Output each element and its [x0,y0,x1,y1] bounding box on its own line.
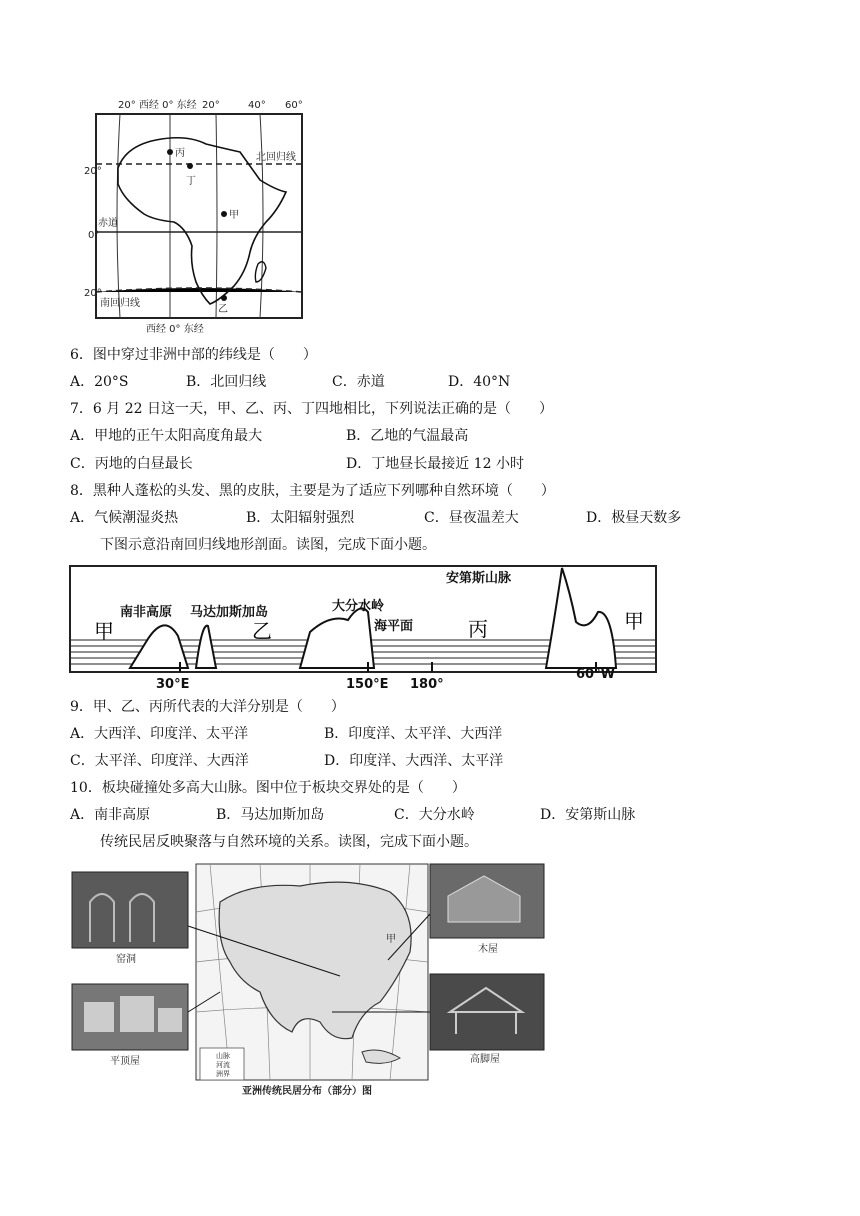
legend-river: 河流 [216,1061,230,1069]
q6-option-d[interactable]: D．40°N [448,374,511,390]
q9-stem: 9．甲、乙、丙所代表的大洋分别是（ ） [70,699,345,715]
intro-profile: 下图示意沿南回归线地形剖面。读图，完成下面小题。 [100,537,436,553]
q10-option-a[interactable]: A．南非高原 [70,807,151,823]
capricorn-profile [68,562,658,690]
label-andes: 安第斯山脉 [446,571,512,586]
q8-option-d[interactable]: D．极昼天数多 [586,510,682,526]
caption-cave: 窑洞 [116,954,136,965]
q7-option-d[interactable]: D．丁地昼长最接近 12 小时 [346,456,524,472]
asia-dwellings-figure [70,862,560,1098]
ocean-jia-right: 甲 [624,609,644,633]
q6-option-b[interactable]: B．北回归线 [186,374,267,390]
map1-bottom-label: 西经 0° 东经 [146,324,204,335]
africa-map [84,96,310,336]
caption-stilt-house: 高脚屋 [470,1054,500,1065]
q8-option-b[interactable]: B．太阳辐射强烈 [246,510,355,526]
map1-top-label-1: 20° 西经 0° 东经 [118,100,197,111]
label-great-dividing: 大分水岭 [332,599,385,614]
q10-stem: 10．板块碰撞处多高大山脉。图中位于板块交界处的是（ ） [70,780,466,796]
point-bing-dot [167,149,173,155]
label-sea-level: 海平面 [374,619,414,634]
q9-option-b[interactable]: B．印度洋、太平洋、大西洋 [324,726,503,742]
q7-option-a[interactable]: A．甲地的正午太阳高度角最大 [70,428,263,444]
q8-option-a[interactable]: A．气候潮湿炎热 [70,510,179,526]
asia-map-title: 亚洲传统民居分布（部分）图 [242,1086,372,1097]
point-jia: 甲 [229,210,239,221]
intro-dwellings: 传统民居反映聚落与自然环境的关系。读图，完成下面小题。 [100,834,478,850]
q6-option-a[interactable]: A．20°S [70,374,129,390]
q7-option-c[interactable]: C．丙地的白昼最长 [70,456,193,472]
ocean-jia-left: 甲 [94,619,114,643]
tick-30e: 30°E [156,677,190,692]
point-ding-dot [187,163,193,169]
point-ding: 丁 [186,176,196,187]
map1-top-label-4: 60° [285,100,303,111]
point-jia-dot [221,211,227,217]
legend-border: 洲界 [216,1070,230,1078]
caption-wood-house: 木屋 [478,944,498,955]
q9-option-d[interactable]: D．印度洋、大西洋、太平洋 [324,753,504,769]
ocean-yi: 乙 [252,619,272,643]
ocean-bing: 丙 [468,617,488,641]
label-south-africa: 南非高原 [120,605,173,620]
q7-stem: 7．6 月 22 日这一天，甲、乙、丙、丁四地相比，下列说法正确的是（ ） [70,401,553,417]
q6-option-c[interactable]: C．赤道 [332,374,385,390]
point-yi-dot [221,295,227,301]
q6-stem: 6．图中穿过非洲中部的纬线是（ ） [70,347,317,363]
label-madagascar: 马达加斯加岛 [190,605,269,620]
point-yi: 乙 [218,304,228,315]
q9-option-a[interactable]: A．大西洋、印度洋、太平洋 [70,726,249,742]
q10-option-b[interactable]: B．马达加斯加岛 [216,807,325,823]
q10-option-c[interactable]: C．大分水岭 [394,807,475,823]
label-capricorn: 南回归线 [100,298,140,309]
q10-option-d[interactable]: D．安第斯山脉 [540,807,636,823]
label-cancer: 北回归线 [256,152,296,163]
q9-option-c[interactable]: C．太平洋、印度洋、大西洋 [70,753,249,769]
tick-60w: 60°W [576,667,615,682]
q8-option-c[interactable]: C．昼夜温差大 [424,510,519,526]
label-equator: 赤道 [98,218,118,229]
lat-label-0: 0° [88,230,100,241]
legend-mountain: 山脉 [216,1052,230,1060]
map1-top-label-3: 40° [248,100,266,111]
lat-label-20n: 20° [84,166,102,177]
map1-top-label-2: 20° [202,100,220,111]
q7-option-b[interactable]: B．乙地的气温最高 [346,428,469,444]
tick-150e: 150°E [346,677,389,692]
lat-label-20s: 20° [84,288,102,299]
asia-point-jia: 甲 [386,934,396,945]
q8-stem: 8．黑种人蓬松的头发、黑的皮肤，主要是为了适应下列哪种自然环境（ ） [70,483,555,499]
caption-flat-roof: 平顶屋 [110,1056,140,1067]
tick-180: 180° [410,677,444,692]
point-bing: 丙 [175,148,185,159]
